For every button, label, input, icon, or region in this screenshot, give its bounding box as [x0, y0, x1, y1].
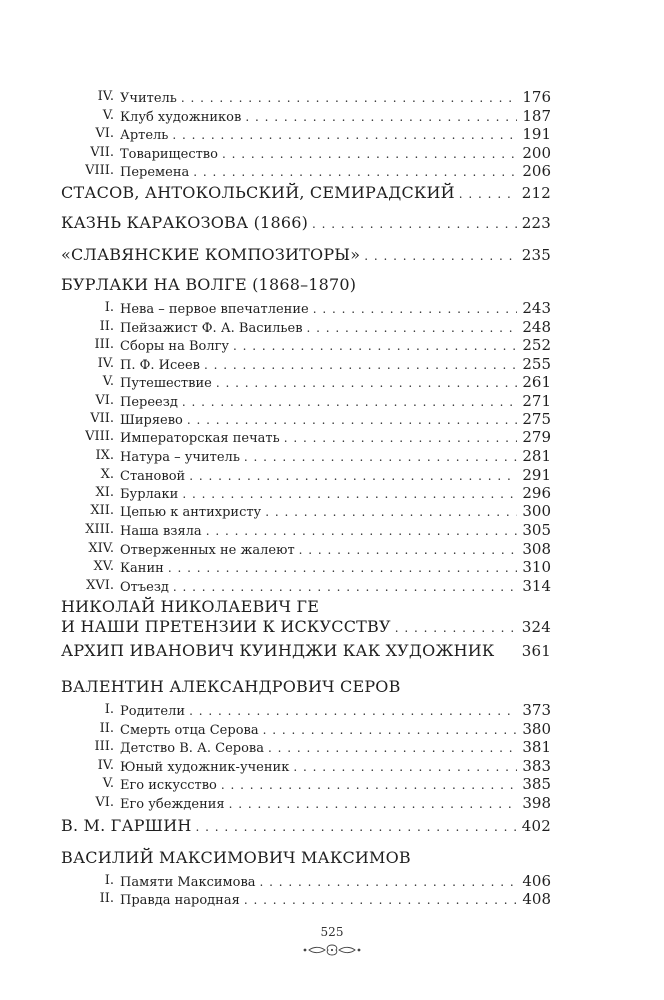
toc-entry-title: «СЛАВЯНСКИЕ КОМПОЗИТОРЫ»: [61, 245, 361, 264]
toc-page-number: 308: [522, 540, 551, 558]
dot-leader: [182, 393, 517, 411]
toc-page-number: 271: [522, 392, 551, 410]
dot-leader: [204, 356, 517, 374]
chapter-numeral: XI.: [95, 485, 114, 500]
toc-page-number: 380: [522, 720, 551, 738]
toc-entry-title: Детство В. А. Серова: [120, 741, 264, 756]
chapter-numeral: III.: [94, 739, 114, 754]
toc-entry-title: Императорская печать: [120, 431, 280, 446]
toc-entry-title: Учитель: [120, 91, 177, 106]
toc-page-number: 252: [522, 336, 551, 354]
chapter-numeral: IV.: [97, 758, 114, 773]
decorative-fleuron-icon: [297, 943, 367, 957]
chapter-numeral: XVI.: [86, 578, 114, 593]
toc-entry-title: АРХИП ИВАНОВИЧ КУИНДЖИ КАК ХУДОЖНИК: [61, 641, 495, 660]
chapter-numeral: I.: [104, 300, 114, 315]
toc-entry-title: Юный художник-ученик: [120, 760, 290, 775]
toc-entry-title: Артель: [120, 128, 169, 143]
toc-page-number: 398: [522, 794, 551, 812]
dot-leader: [221, 776, 517, 794]
dot-leader: [172, 126, 517, 144]
toc-entry-title: Бурлаки: [120, 487, 179, 502]
dot-leader: [265, 503, 517, 521]
chapter-numeral: IV.: [97, 356, 114, 371]
toc-page-number: 310: [522, 558, 551, 576]
chapter-numeral: VI.: [95, 795, 114, 810]
toc-entry-title: КАЗНЬ КАРАКОЗОВА (1866): [61, 213, 309, 232]
toc-entry-title: Становой: [120, 469, 186, 484]
toc-entry-title: Отъезд: [120, 580, 169, 595]
toc-page-number: 291: [522, 466, 551, 484]
chapter-numeral: IX.: [95, 448, 114, 463]
dot-leader: [216, 374, 517, 392]
toc-page-number: 314: [522, 577, 551, 595]
toc-page-number: 296: [522, 484, 551, 502]
toc-entry-title: Пейзажист Ф. А. Васильев: [120, 321, 303, 336]
dot-leader: [189, 467, 517, 485]
chapter-numeral: XIII.: [85, 522, 114, 537]
chapter-numeral: XV.: [93, 559, 114, 574]
toc-page-number: 248: [522, 318, 551, 336]
chapter-numeral: VI.: [95, 126, 114, 141]
chapter-numeral: III.: [94, 337, 114, 352]
dot-leader: [189, 702, 517, 720]
toc-entry-title: Нева – первое впечатление: [120, 302, 309, 317]
dot-leader: [244, 448, 517, 466]
toc-page-number: 408: [522, 890, 551, 908]
dot-leader: [299, 541, 517, 559]
dot-leader: [196, 817, 517, 837]
toc-entry-title: Правда народная: [120, 893, 240, 908]
toc-page-number: 176: [522, 88, 551, 106]
toc-page-number: 406: [522, 872, 551, 890]
toc-page-number: 212: [521, 184, 551, 202]
toc-page-number: 300: [522, 502, 551, 520]
dot-leader: [193, 163, 517, 181]
dot-leader: [313, 300, 517, 318]
dot-leader: [459, 184, 517, 204]
dot-leader: [312, 214, 517, 234]
chapter-numeral: XII.: [90, 503, 114, 518]
dot-leader: [260, 873, 517, 891]
dot-leader: [182, 485, 517, 503]
toc-entry-title: П. Ф. Исеев: [120, 358, 200, 373]
dot-leader: [263, 721, 517, 739]
toc-page-number: 383: [522, 757, 551, 775]
toc-page-number: 261: [522, 373, 551, 391]
toc-entry-title: ВАСИЛИЙ МАКСИМОВИЧ МАКСИМОВ: [61, 848, 411, 867]
toc-entry-title: Клуб художников: [120, 110, 242, 125]
toc-entry-title: Товарищество: [120, 147, 218, 162]
chapter-numeral: IV.: [97, 89, 114, 104]
toc-entry-title: БУРЛАКИ НА ВОЛГЕ (1868–1870): [61, 275, 357, 294]
toc-page-number: 305: [522, 521, 551, 539]
dot-leader: [168, 559, 517, 577]
toc-page-number: 275: [522, 410, 551, 428]
chapter-numeral: VIII.: [85, 429, 114, 444]
toc-page-number: 381: [522, 738, 551, 756]
toc-page-number: 235: [521, 246, 551, 264]
chapter-numeral: I.: [104, 702, 114, 717]
chapter-numeral: X.: [100, 467, 114, 482]
toc-page-number: 223: [521, 214, 551, 232]
toc-entry-title: Памяти Максимова: [120, 875, 256, 890]
dot-leader: [173, 578, 517, 596]
toc-entry-title: Путешествие: [120, 376, 212, 391]
chapter-numeral: I.: [104, 873, 114, 888]
toc-page-number: 324: [521, 618, 551, 636]
dot-leader: [244, 891, 517, 909]
chapter-numeral: VI.: [95, 393, 114, 408]
dot-leader: [307, 319, 517, 337]
dot-leader: [245, 108, 517, 126]
toc-entry-title: НИКОЛАЙ НИКОЛАЕВИЧ ГЕ: [61, 597, 320, 616]
toc-page-number: 385: [522, 775, 551, 793]
chapter-numeral: II.: [99, 319, 114, 334]
toc-entry-title: В. М. ГАРШИН: [61, 816, 192, 835]
toc-entry-title: Родители: [120, 704, 186, 719]
dot-leader: [395, 618, 517, 638]
toc-entry-title: ВАЛЕНТИН АЛЕКСАНДРОВИЧ СЕРОВ: [61, 677, 401, 696]
dot-leader: [233, 337, 517, 355]
toc-entry-title: Переезд: [120, 395, 178, 410]
toc-page-number: 279: [522, 428, 551, 446]
chapter-numeral: II.: [99, 891, 114, 906]
toc-entry-title: Наша взяла: [120, 524, 202, 539]
toc-page-number: 243: [522, 299, 551, 317]
dot-leader: [181, 89, 517, 107]
toc-page-number: 361: [521, 642, 551, 660]
chapter-numeral: XIV.: [88, 541, 114, 556]
chapter-numeral: V.: [102, 108, 114, 123]
chapter-numeral: VII.: [90, 145, 114, 160]
toc-entry-title: Канин: [120, 561, 164, 576]
toc-page-number: 200: [522, 144, 551, 162]
toc-entry-title: Смерть отца Серова: [120, 723, 259, 738]
toc-entry-title: Его искусство: [120, 778, 217, 793]
dot-leader: [364, 246, 517, 266]
dot-leader: [206, 522, 517, 540]
toc-entry-title: Цепью к антихристу: [120, 505, 262, 520]
toc-entry-title: Натура – учитель: [120, 450, 240, 465]
dot-leader: [229, 795, 517, 813]
chapter-numeral: II.: [99, 721, 114, 736]
toc-entry-title: И НАШИ ПРЕТЕНЗИИ К ИСКУССТВУ: [61, 617, 391, 636]
dot-leader: [268, 739, 517, 757]
toc-entry-title: Его убеждения: [120, 797, 225, 812]
toc-entry-title: Сборы на Волгу: [120, 339, 230, 354]
toc-page-number: 191: [522, 125, 551, 143]
toc-page-number: 402: [521, 817, 551, 835]
toc-entry-title: Отверженных не жалеют: [120, 543, 295, 558]
dot-leader: [187, 411, 517, 429]
chapter-numeral: VIII.: [85, 163, 114, 178]
page-number: 525: [320, 925, 344, 939]
chapter-numeral: V.: [102, 374, 114, 389]
toc-page-number: 206: [522, 162, 551, 180]
toc-page-number: 373: [522, 701, 551, 719]
toc-entry-title: Перемена: [120, 165, 190, 180]
chapter-numeral: V.: [102, 776, 114, 791]
toc-entry-title: СТАСОВ, АНТОКОЛЬСКИЙ, СЕМИРАДСКИЙ: [61, 183, 455, 202]
chapter-numeral: VII.: [90, 411, 114, 426]
dot-leader: [222, 145, 517, 163]
dot-leader: [284, 429, 517, 447]
toc-page-number: 255: [522, 355, 551, 373]
toc-page-number: 187: [522, 107, 551, 125]
toc-entry-title: Ширяево: [120, 413, 183, 428]
dot-leader: [293, 758, 517, 776]
toc-page-number: 281: [522, 447, 551, 465]
